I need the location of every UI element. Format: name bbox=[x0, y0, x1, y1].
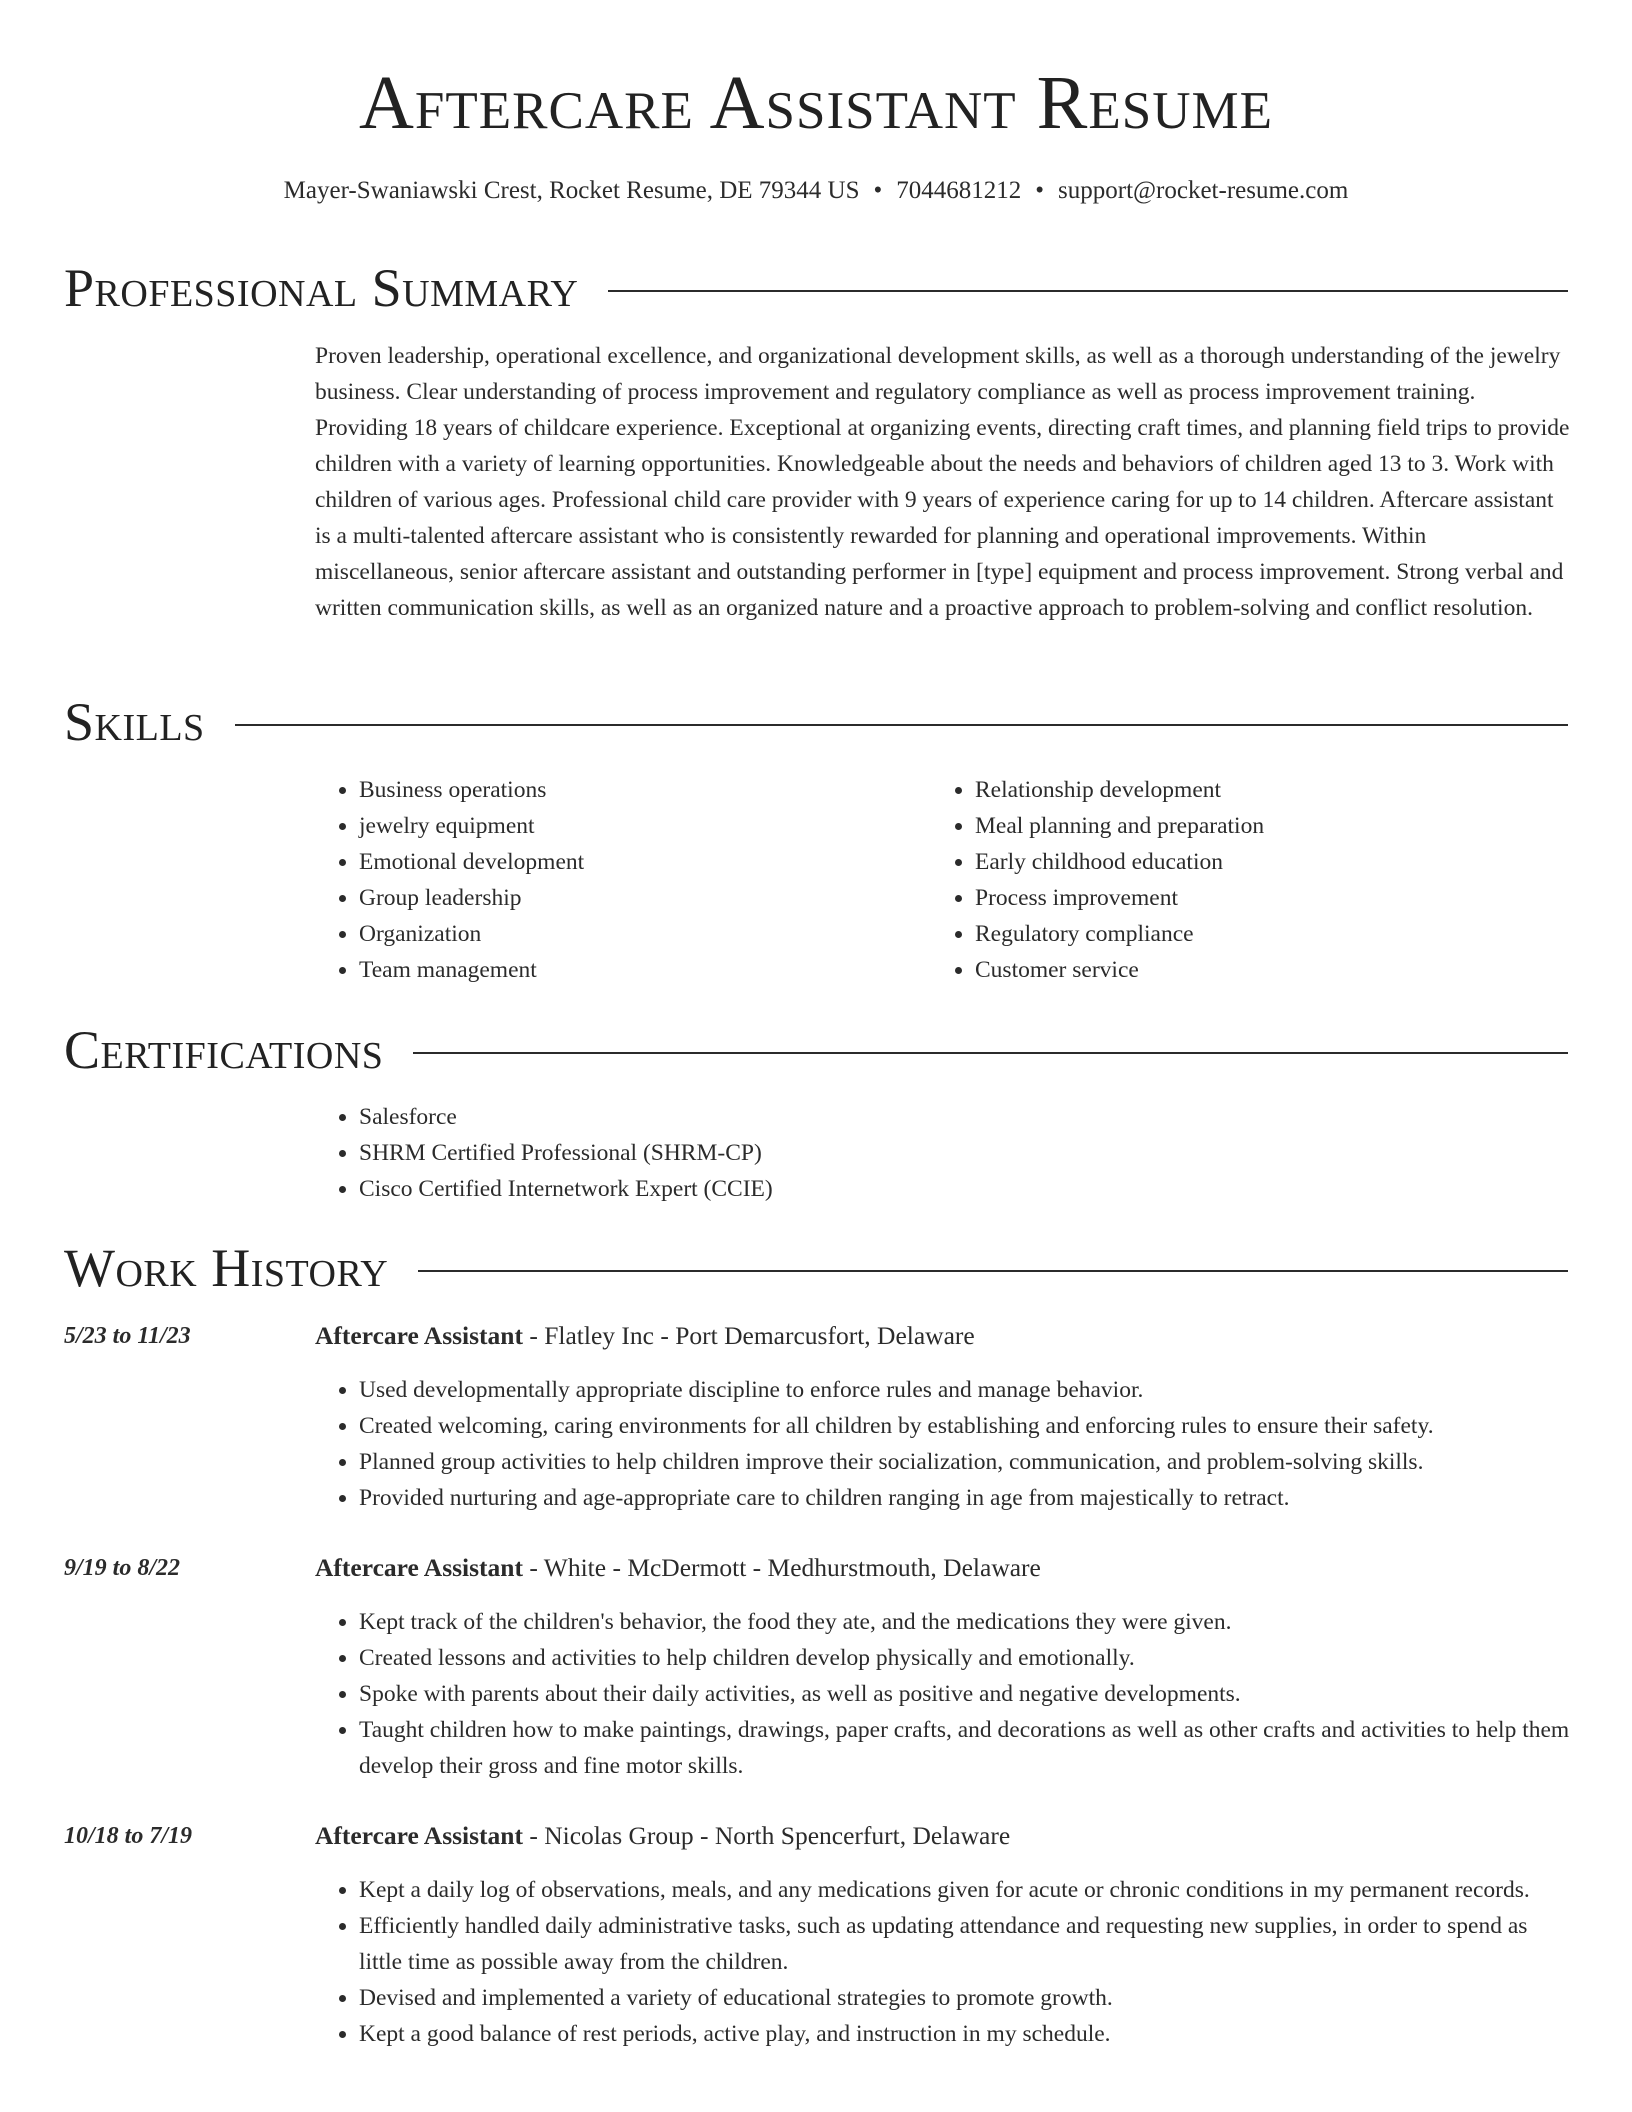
job-heading bbox=[315, 1318, 975, 1354]
certification-item: • Cisco Certified Internetwork Expert (CCIE) bbox=[359, 1171, 773, 1207]
summary-heading: Professional Summary bbox=[64, 258, 579, 318]
skill-item: • Meal planning and preparation bbox=[975, 808, 1264, 844]
duty-list bbox=[315, 1604, 1575, 1784]
certifications-block bbox=[315, 1099, 773, 1207]
skill-item: • Organization bbox=[359, 916, 584, 952]
contact-separator: • bbox=[873, 177, 883, 204]
duty-item: • Kept a good balance of rest periods, active play, and instruction in my schedule. bbox=[359, 2016, 1575, 2052]
job-role: Aftercare Assistant bbox=[315, 1821, 523, 1850]
skills-column-right bbox=[931, 772, 1264, 988]
job-duties bbox=[315, 1372, 1575, 1516]
job-details: - Nicolas Group - North Spencerfurt, Delaware bbox=[522, 1821, 1011, 1850]
skill-item: • Emotional development bbox=[359, 844, 584, 880]
skills-heading: Skills bbox=[64, 692, 205, 752]
certifications-heading: Certifications bbox=[64, 1020, 384, 1080]
certification-item: • SHRM Certified Professional (SHRM-CP) bbox=[359, 1135, 773, 1171]
job-dates: 10/18 to 7/19 bbox=[64, 1823, 193, 1849]
certification-item: • Salesforce bbox=[359, 1099, 773, 1135]
work-history-heading: Work History bbox=[64, 1238, 389, 1298]
job-duties bbox=[315, 1604, 1575, 1784]
work-history-section-header bbox=[64, 1236, 1568, 1300]
duty-item: • Spoke with parents about their daily activities, as well as positive and negative developments. bbox=[359, 1676, 1575, 1712]
job-duties bbox=[315, 1872, 1575, 2052]
skill-item: • Regulatory compliance bbox=[975, 916, 1264, 952]
job-heading bbox=[315, 1550, 1041, 1586]
section-divider bbox=[418, 1270, 1568, 1272]
skill-item: • Relationship development bbox=[975, 772, 1264, 808]
duty-item: • Kept a daily log of observations, meals, and any medications given for acute or chronic conditions in my permanent records. bbox=[359, 1872, 1575, 1908]
summary-section-header bbox=[64, 256, 1568, 320]
skills-list-left bbox=[315, 772, 584, 988]
summary-text: Proven leadership, operational excellence, and organizational development skills, as well as a thorough understanding of the jewelry business. Clear understanding of process improvement and regulatory compliance as well as process improvement training. Providing 18 years of childcare experience. Exceptional at organizing events, directing craft times, and planning field trips to provide children with a variety of learning opportunities. Knowledgeable about the needs and behaviors of children aged 13 to 3. Work with children of various ages. Professional child care provider with 9 years of experience caring for up to 14 children. Aftercare assistant is a multi-talented aftercare assistant who is consistently rewarded for planning and operational improvements. Within miscellaneous, senior aftercare assistant and outstanding performer in [type] equipment and process improvement. Strong verbal and written communication skills, as well as an organized nature and a proactive approach to problem-solving and conflict resolution. bbox=[315, 343, 1570, 621]
contact-phone: 7044681212 bbox=[896, 177, 1022, 204]
job-dates: 9/19 to 8/22 bbox=[64, 1555, 181, 1581]
section-divider bbox=[413, 1052, 1568, 1054]
skill-item: • jewelry equipment bbox=[359, 808, 584, 844]
certifications-list bbox=[315, 1099, 773, 1207]
skill-item: • Group leadership bbox=[359, 880, 584, 916]
duty-list bbox=[315, 1872, 1575, 2052]
certifications-section-header bbox=[64, 1018, 1568, 1082]
job-dates: 5/23 to 11/23 bbox=[64, 1323, 191, 1349]
duty-item: • Taught children how to make paintings, drawings, paper crafts, and decorations as well as other crafts and activities to help them develop their gross and fine motor skills. bbox=[359, 1712, 1575, 1784]
duty-item: • Created lessons and activities to help children develop physically and emotionally. bbox=[359, 1640, 1575, 1676]
job-details: - White - McDermott - Medhurstmouth, Delaware bbox=[522, 1553, 1041, 1582]
contact-line bbox=[0, 174, 1632, 208]
skills-column-left bbox=[315, 772, 584, 988]
duty-item: • Used developmentally appropriate discipline to enforce rules and manage behavior. bbox=[359, 1372, 1575, 1408]
duty-item: • Created welcoming, caring environments for all children by establishing and enforcing rules to ensure their safety. bbox=[359, 1408, 1575, 1444]
skill-item: • Team management bbox=[359, 952, 584, 988]
duty-item: • Provided nurturing and age-appropriate care to children ranging in age from majestically to retract. bbox=[359, 1480, 1575, 1516]
contact-separator: • bbox=[1035, 177, 1045, 204]
duty-list bbox=[315, 1372, 1575, 1516]
skills-list-right bbox=[931, 772, 1264, 988]
duty-item: • Efficiently handled daily administrative tasks, such as updating attendance and requesting new supplies, in order to spend as little time as possible away from the children. bbox=[359, 1908, 1575, 1980]
duty-item: • Devised and implemented a variety of educational strategies to promote growth. bbox=[359, 1980, 1575, 2016]
skills-section-header bbox=[64, 690, 1568, 754]
job-role: Aftercare Assistant bbox=[315, 1321, 523, 1350]
job-heading bbox=[315, 1818, 1010, 1854]
skill-item: • Business operations bbox=[359, 772, 584, 808]
skill-item: • Customer service bbox=[975, 952, 1264, 988]
job-role: Aftercare Assistant bbox=[315, 1553, 523, 1582]
section-divider bbox=[608, 290, 1568, 292]
resume-title: Aftercare Assistant Resume bbox=[359, 61, 1273, 145]
skill-item: • Early childhood education bbox=[975, 844, 1264, 880]
skill-item: • Process improvement bbox=[975, 880, 1264, 916]
duty-item: • Kept track of the children's behavior, the food they ate, and the medications they were given. bbox=[359, 1604, 1575, 1640]
contact-address: Mayer-Swaniawski Crest, Rocket Resume, DE 79344 US bbox=[283, 177, 860, 204]
duty-item: • Planned group activities to help children improve their socialization, communication, and problem-solving skills. bbox=[359, 1444, 1575, 1480]
section-divider bbox=[235, 724, 1568, 726]
job-details: - Flatley Inc - Port Demarcusfort, Delaware bbox=[522, 1321, 975, 1350]
contact-email: support@rocket-resume.com bbox=[1058, 177, 1349, 204]
